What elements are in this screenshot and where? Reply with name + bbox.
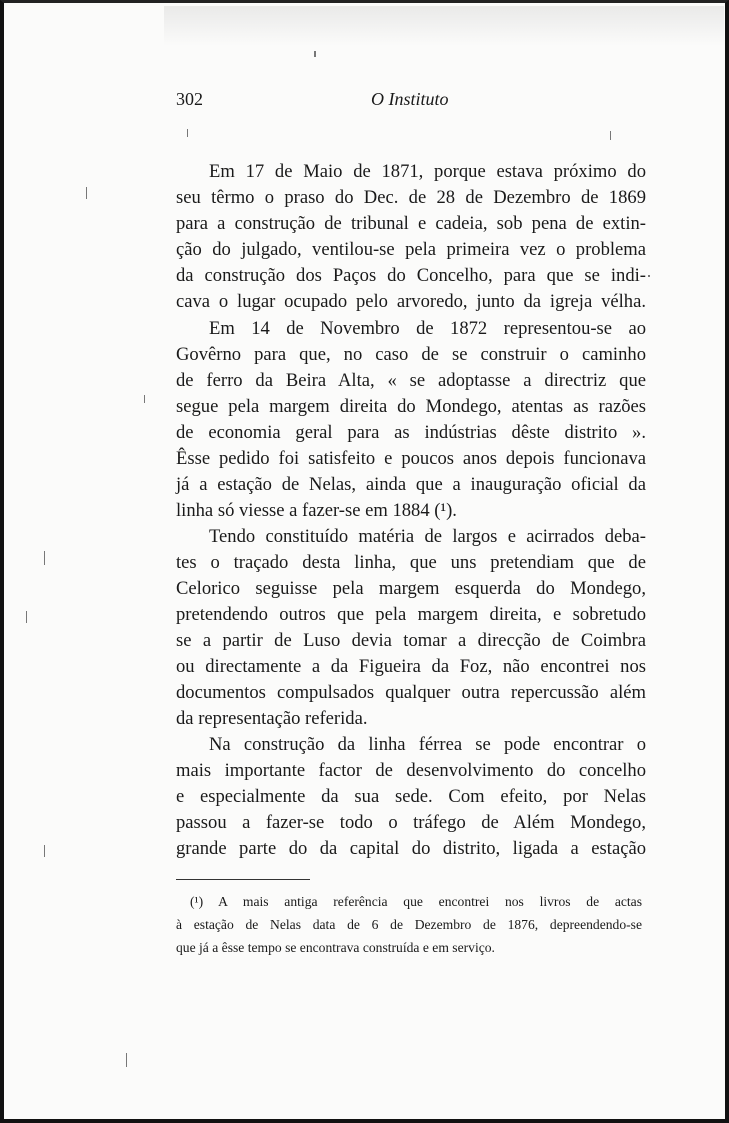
paragraph-1-line-4: ção do julgado, ventilou-se pela primeira vez o problema bbox=[176, 239, 646, 260]
paragraph-2-line-1: Em 14 de Novembro de 1872 representou-se ao bbox=[209, 318, 646, 339]
paragraph-4-line-4: passou a fazer-se todo o tráfego de Além Mondego, bbox=[176, 812, 646, 833]
paragraph-3-line-8: da representação referida. bbox=[176, 708, 368, 729]
scan-smudge bbox=[164, 6, 724, 46]
scan-speck bbox=[314, 51, 316, 57]
paragraph-3-line-2: tes o traçado desta linha, que uns pretendiam que de bbox=[176, 552, 646, 573]
paragraph-3-line-1: Tendo constituído matéria de largos e acirrados deba- bbox=[209, 526, 646, 547]
scan-speck bbox=[187, 129, 188, 137]
paragraph-1-line-5: da construção dos Paços do Concelho, para que se indi- bbox=[176, 265, 646, 286]
paragraph-3-line-5: se a partir de Luso devia tomar a direcção de Coimbra bbox=[176, 630, 646, 651]
footnote-rule bbox=[176, 879, 310, 880]
scan-speck bbox=[44, 845, 45, 857]
paragraph-4-line-2: mais importante factor de desenvolvimento do concelho bbox=[176, 760, 646, 781]
paragraph-1-line-2: seu têrmo o praso do Dec. de 28 de Dezembro de 1869 bbox=[176, 187, 646, 208]
paragraph-2-line-6: Êsse pedido foi satisfeito e poucos anos depois funcionava bbox=[176, 448, 646, 469]
paragraph-1-line-6: cava o lugar ocupado pelo arvoredo, junto da igreja vélha. bbox=[176, 291, 646, 312]
paragraph-4-line-5: grande parte do da capital do distrito, ligada a estação bbox=[176, 838, 646, 859]
paragraph-3-line-4: pretendendo outros que pela margem direita, e sobretudo bbox=[176, 604, 646, 625]
paragraph-4-line-1: Na construção da linha férrea se pode encontrar o bbox=[209, 734, 646, 755]
paragraph-2-line-5: de economia geral para as indústrias dêste distrito ». bbox=[176, 422, 646, 443]
paragraph-2-line-8: linha só viesse a fazer-se em 1884 (¹). bbox=[176, 500, 457, 521]
running-head bbox=[176, 89, 646, 113]
paragraph-1-line-3: para a construção de tribunal e cadeia, sob pena de extin- bbox=[176, 213, 646, 234]
scan-speck bbox=[610, 131, 611, 140]
paragraph-2-line-2: Govêrno para que, no caso de se construir o caminho bbox=[176, 344, 646, 365]
scan-speck bbox=[86, 187, 87, 199]
scan-speck bbox=[26, 611, 27, 623]
page-number: 302 bbox=[176, 89, 203, 109]
footnote-line-2: à estação de Nelas data de 6 de Dezembro de 1876, depreendendo-se bbox=[176, 917, 642, 932]
paragraph-3-line-7: documentos compulsados qualquer outra repercussão além bbox=[176, 682, 646, 703]
scan-speck bbox=[648, 275, 650, 277]
paragraph-1-line-1: Em 17 de Maio de 1871, porque estava próximo do bbox=[209, 161, 646, 182]
paragraph-3-line-6: ou directamente a da Figueira da Foz, não encontrei nos bbox=[176, 656, 646, 677]
scan-speck bbox=[126, 1053, 127, 1067]
paragraph-2-line-3: de ferro da Beira Alta, « se adoptasse a directriz que bbox=[176, 370, 646, 391]
scan-speck bbox=[44, 551, 45, 565]
paragraph-4-line-3: e especialmente da sua sede. Com efeito, por Nelas bbox=[176, 786, 646, 807]
paragraph-3-line-3: Celorico seguisse pela margem esquerda do Mondego, bbox=[176, 578, 646, 599]
journal-title: O Instituto bbox=[371, 89, 449, 109]
paragraph-2-line-7: já a estação de Nelas, ainda que a inauguração oficial da bbox=[176, 474, 646, 495]
footnote-line-1: (¹) A mais antiga referência que encontrei nos livros de actas bbox=[190, 894, 642, 909]
scan-speck bbox=[144, 395, 145, 403]
footnote-line-3: que já a êsse tempo se encontrava construída e em serviço. bbox=[176, 940, 495, 955]
paragraph-2-line-4: segue pela margem direita do Mondego, atentas as razões bbox=[176, 396, 646, 417]
